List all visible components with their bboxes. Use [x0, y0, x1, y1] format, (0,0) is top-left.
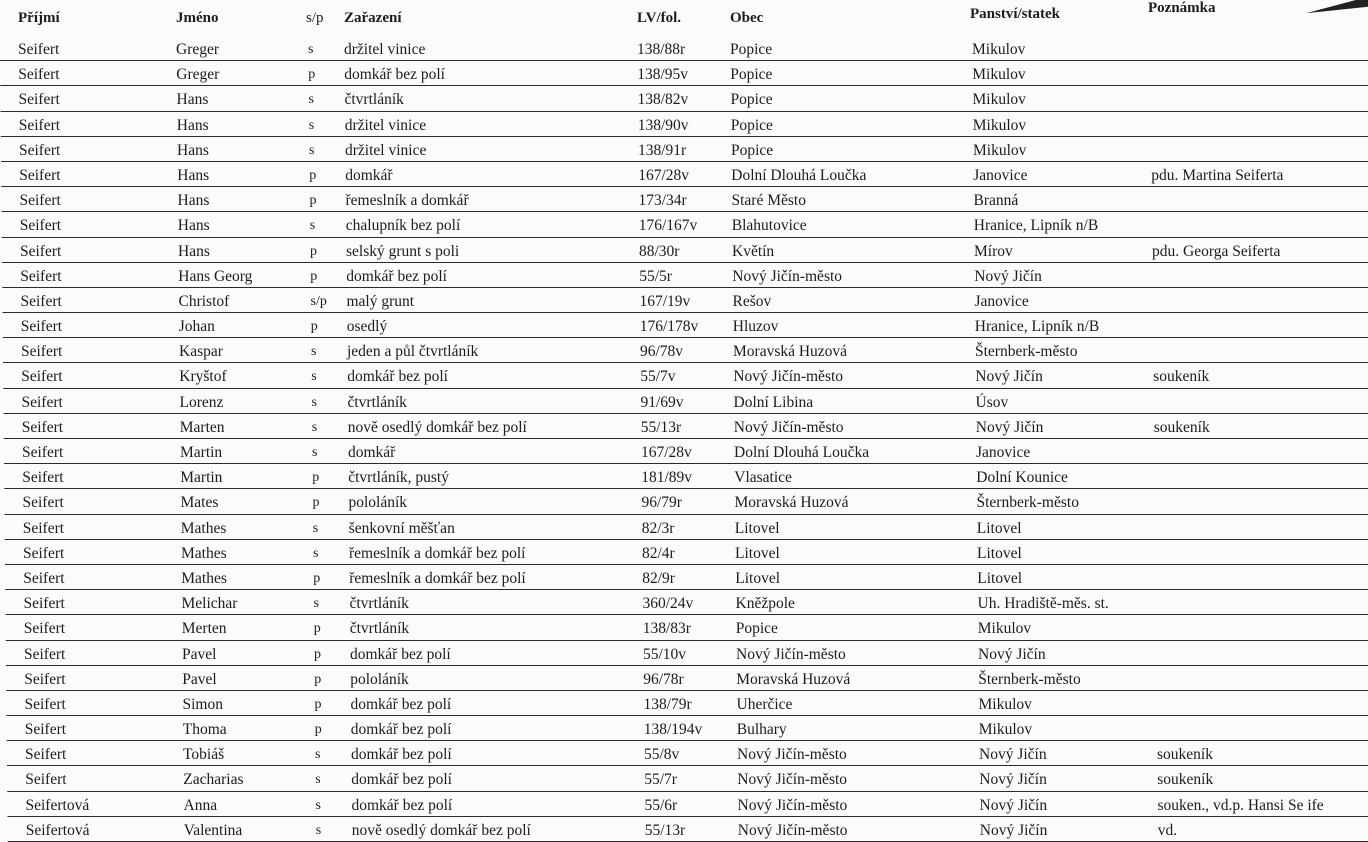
table-row [8, 792, 1368, 817]
cell-lv: 138/79r [644, 696, 692, 714]
cell-poznamka: soukeník [1154, 419, 1210, 437]
cell-jmeno: Martin [180, 444, 222, 462]
cell-zarazeni: selský grunt s poli [346, 243, 459, 261]
cell-panstvi: Mikulov [979, 696, 1032, 714]
cell-zarazeni: domkář [345, 167, 392, 185]
cell-obec: Dolní Libina [734, 394, 814, 412]
cell-lv: 176/178v [640, 318, 699, 336]
cell-zarazeni: chalupník bez polí [346, 217, 461, 235]
cell-prijmi: Seifert [25, 771, 66, 789]
cell-obec: Rešov [733, 293, 772, 311]
cell-lv: 173/34r [639, 192, 687, 210]
cell-prijmi: Seifert [24, 595, 65, 613]
cell-jmeno: Hans [178, 192, 210, 210]
cell-prijmi: Seifert [20, 268, 61, 286]
page-corner-mark [1306, 0, 1368, 13]
cell-sp: p [311, 319, 318, 335]
cell-prijmi: Seifert [23, 520, 64, 538]
cell-lv: 96/78r [643, 671, 683, 689]
table-row [1, 86, 1368, 111]
cell-prijmi: Seifert [21, 343, 62, 361]
cell-jmeno: Tobiáš [183, 746, 224, 764]
cell-zarazeni: domkář [348, 444, 395, 462]
cell-lv: 82/4r [642, 545, 675, 563]
cell-panstvi: Nový Jičín [975, 368, 1043, 386]
cell-panstvi: Nový Jičín [979, 746, 1047, 764]
cell-lv: 138/91r [638, 142, 686, 160]
cell-lv: 138/83r [643, 620, 691, 638]
cell-panstvi: Úsov [976, 394, 1009, 412]
cell-zarazeni: malý grunt [347, 293, 415, 311]
table-row [5, 515, 1368, 540]
cell-zarazeni: čtvrtláník, pustý [348, 469, 449, 487]
cell-sp: p [313, 571, 320, 587]
cell-prijmi: Seifert [25, 696, 66, 714]
cell-sp: s [313, 521, 318, 537]
cell-lv: 55/5r [639, 268, 672, 286]
cell-obec: Popice [730, 66, 772, 84]
cell-zarazeni: čtvrtláník [350, 620, 409, 638]
table-header [0, 0, 1368, 36]
cell-sp: p [314, 621, 321, 637]
cell-prijmi: Seifert [23, 570, 64, 588]
cell-sp: s [312, 445, 317, 461]
cell-obec: Bulhary [737, 721, 787, 739]
cell-lv: 82/3r [642, 520, 675, 538]
table-row [5, 489, 1368, 514]
cell-prijmi: Seifert [21, 293, 62, 311]
cell-sp: p [313, 495, 320, 511]
cell-obec: Vlasatice [734, 469, 792, 487]
cell-panstvi: Litovel [977, 545, 1022, 563]
cell-jmeno: Johan [179, 318, 215, 336]
cell-jmeno: Mathes [181, 520, 227, 538]
cell-zarazeni: pololáník [350, 671, 409, 689]
cell-prijmi: Seifert [21, 318, 62, 336]
header-panstvi: Panství/statek [970, 6, 1060, 23]
table-row [2, 187, 1368, 212]
cell-sp: s/p [311, 294, 327, 310]
cell-obec: Popice [730, 41, 772, 59]
cell-panstvi: Nový Jičín [979, 771, 1047, 789]
cell-panstvi: Nový Jičín [980, 797, 1048, 815]
cell-zarazeni: šenkovní měšťan [349, 520, 455, 538]
cell-jmeno: Merten [182, 620, 227, 638]
cell-obec: Dolní Dlouhá Loučka [731, 167, 866, 185]
cell-obec: Moravská Huzová [733, 343, 847, 361]
table-row [1, 162, 1368, 187]
cell-obec: Hluzov [733, 318, 779, 336]
cell-prijmi: Seifert [19, 117, 60, 135]
cell-obec: Popice [731, 142, 773, 160]
cell-zarazeni: nově osedlý domkář bez polí [348, 419, 527, 437]
cell-jmeno: Christof [179, 293, 230, 311]
cell-sp: s [311, 369, 316, 385]
cell-lv: 55/7v [640, 368, 675, 386]
cell-sp: p [315, 722, 322, 738]
cell-prijmi: Seifert [25, 721, 66, 739]
cell-sp: s [315, 747, 320, 763]
cell-panstvi: Šternberk-město [978, 671, 1080, 689]
cell-zarazeni: domkář bez polí [351, 696, 452, 714]
cell-lv: 167/19v [640, 293, 691, 311]
cell-jmeno: Kaspar [179, 343, 223, 361]
cell-jmeno: Hans [177, 167, 209, 185]
cell-panstvi: Mikulov [973, 91, 1026, 109]
header-obec: Obec [730, 10, 763, 27]
cell-prijmi: Seifert [22, 469, 63, 487]
cell-obec: Popice [731, 117, 773, 135]
cell-zarazeni: čtvrtláník [348, 394, 407, 412]
cell-jmeno: Mathes [181, 570, 227, 588]
cell-jmeno: Greger [176, 66, 219, 84]
cell-jmeno: Marten [180, 419, 225, 437]
cell-panstvi: Mikulov [979, 721, 1032, 739]
cell-obec: Nový Jičín-město [738, 822, 848, 840]
cell-sp: s [316, 798, 321, 814]
cell-sp: s [312, 420, 317, 436]
cell-prijmi: Seifert [23, 494, 64, 512]
cell-panstvi: Mikulov [972, 66, 1025, 84]
cell-zarazeni: domkář bez polí [344, 66, 445, 84]
table-row [3, 288, 1368, 313]
cell-lv: 360/24v [643, 595, 694, 613]
cell-zarazeni: jeden a půl čtvrtláník [347, 343, 478, 361]
cell-sp: s [315, 772, 320, 788]
cell-jmeno: Mates [181, 494, 219, 512]
cell-zarazeni: držitel vinice [345, 117, 426, 135]
table-row [1, 137, 1368, 162]
cell-lv: 55/6r [645, 797, 678, 815]
cell-lv: 55/10v [643, 646, 686, 664]
header-sp: s/p [306, 10, 324, 27]
cell-prijmi: Seifert [22, 394, 63, 412]
cell-obec: Litovel [735, 520, 780, 538]
cell-obec: Nový Jičín-město [734, 419, 844, 437]
cell-sp: p [314, 647, 321, 663]
cell-sp: p [310, 269, 317, 285]
cell-panstvi: Šternberk-město [975, 343, 1077, 361]
cell-poznamka: souken., vd.p. Hansi Se ife [1158, 797, 1324, 815]
cell-panstvi: Branná [974, 192, 1019, 210]
cell-sp: s [316, 823, 321, 839]
cell-prijmi: Seifert [24, 620, 65, 638]
cell-sp: p [315, 697, 322, 713]
cell-lv: 176/167v [639, 217, 698, 235]
table-body [0, 36, 1368, 842]
cell-lv: 138/88r [637, 41, 685, 59]
cell-zarazeni: držitel vinice [345, 142, 426, 160]
cell-prijmi: Seifert [19, 91, 60, 109]
cell-sp: p [308, 67, 315, 83]
cell-prijmi: Seifert [24, 671, 65, 689]
cell-jmeno: Hans Georg [178, 268, 252, 286]
cell-prijmi: Seifert [21, 368, 62, 386]
cell-sp: s [310, 218, 315, 234]
table-row [6, 641, 1368, 666]
cell-obec: Nový Jičín-město [738, 797, 848, 815]
table-row [3, 338, 1368, 363]
cell-obec: Moravská Huzová [736, 671, 850, 689]
cell-obec: Nový Jičín-město [737, 746, 847, 764]
table-row [4, 389, 1368, 414]
cell-lv: 167/28v [638, 167, 689, 185]
header-zarazeni: Zařazení [344, 10, 402, 27]
table-row [5, 540, 1368, 565]
cell-jmeno: Thoma [183, 721, 227, 739]
table-row [2, 263, 1368, 288]
table-row [7, 716, 1368, 741]
cell-lv: 167/28v [641, 444, 692, 462]
cell-jmeno: Lorenz [180, 394, 224, 412]
cell-jmeno: Hans [177, 117, 209, 135]
cell-prijmi: Seifert [20, 192, 61, 210]
table-row [7, 691, 1368, 716]
cell-prijmi: Seifert [22, 444, 63, 462]
table-row [1, 112, 1368, 137]
cell-sp: p [312, 470, 319, 486]
cell-jmeno: Zacharias [183, 771, 243, 789]
cell-lv: 138/90v [638, 117, 689, 135]
cell-jmeno: Pavel [182, 671, 216, 689]
cell-sp: s [309, 118, 314, 134]
cell-panstvi: Nový Jičín [980, 822, 1048, 840]
cell-prijmi: Seifert [22, 419, 63, 437]
table-row [4, 439, 1368, 464]
table-row [6, 615, 1368, 640]
cell-prijmi: Seifert [19, 142, 60, 160]
cell-panstvi: Janovice [973, 167, 1027, 185]
table-row [2, 238, 1368, 263]
cell-obec: Blahutovice [732, 217, 807, 235]
cell-prijmi: Seifert [20, 243, 61, 261]
cell-poznamka: vd. [1158, 822, 1177, 840]
cell-lv: 55/13r [645, 822, 685, 840]
cell-jmeno: Hans [177, 91, 209, 109]
cell-zarazeni: řemeslník a domkář [346, 192, 469, 210]
cell-jmeno: Simon [183, 696, 223, 714]
cell-lv: 91/69v [641, 394, 684, 412]
cell-sp: p [309, 168, 316, 184]
cell-jmeno: Valentina [184, 822, 243, 840]
cell-prijmi: Seifert [18, 41, 59, 59]
cell-lv: 138/194v [644, 721, 703, 739]
table-row [0, 61, 1368, 86]
cell-jmeno: Greger [176, 41, 219, 59]
cell-poznamka: soukeník [1157, 746, 1213, 764]
header-jmeno: Jméno [176, 10, 219, 27]
cell-obec: Nový Jičín-město [736, 646, 846, 664]
cell-zarazeni: domkář bez polí [350, 646, 451, 664]
cell-zarazeni: čtvrtláník [345, 91, 404, 109]
cell-zarazeni: řemeslník a domkář bez polí [349, 570, 525, 588]
cell-zarazeni: osedlý [347, 318, 387, 336]
cell-lv: 88/30r [639, 243, 679, 261]
cell-obec: Litovel [735, 570, 780, 588]
cell-lv: 181/89v [641, 469, 692, 487]
cell-panstvi: Litovel [977, 520, 1022, 538]
cell-prijmi: Seifert [24, 646, 65, 664]
cell-lv: 96/78v [640, 343, 683, 361]
cell-jmeno: Anna [184, 797, 218, 815]
cell-poznamka: soukeník [1157, 771, 1213, 789]
cell-obec: Popice [731, 91, 773, 109]
cell-panstvi: Nový Jičín [974, 268, 1042, 286]
header-lv: LV/fol. [637, 10, 681, 27]
cell-jmeno: Melichar [182, 595, 238, 613]
cell-jmeno: Hans [178, 217, 210, 235]
cell-zarazeni: domkář bez polí [346, 268, 447, 286]
cell-panstvi: Mikulov [973, 117, 1026, 135]
cell-panstvi: Janovice [976, 444, 1030, 462]
cell-lv: 55/7r [644, 771, 677, 789]
table-row [0, 36, 1368, 61]
cell-panstvi: Nový Jičín [978, 646, 1046, 664]
cell-sp: s [313, 546, 318, 562]
table-row [3, 363, 1368, 388]
cell-prijmi: Seifert [20, 217, 61, 235]
table-row [6, 666, 1368, 691]
cell-prijmi: Seifert [23, 545, 64, 563]
cell-obec: Nový Jičín-město [732, 268, 842, 286]
cell-poznamka: soukeník [1153, 368, 1209, 386]
cell-sp: s [312, 395, 317, 411]
cell-panstvi: Hranice, Lipník n/B [974, 217, 1098, 235]
cell-jmeno: Pavel [182, 646, 216, 664]
cell-zarazeni: nově osedlý domkář bez polí [352, 822, 531, 840]
cell-prijmi: Seifertová [26, 797, 90, 815]
cell-zarazeni: pololáník [349, 494, 408, 512]
cell-obec: Staré Město [732, 192, 806, 210]
cell-jmeno: Kryštof [179, 368, 226, 386]
cell-obec: Popice [736, 620, 778, 638]
cell-jmeno: Hans [177, 142, 209, 160]
cell-obec: Uherčice [737, 696, 793, 714]
cell-sp: s [308, 42, 313, 58]
cell-obec: Nový Jičín-město [737, 771, 847, 789]
table-row [4, 414, 1368, 439]
table-row [3, 313, 1368, 338]
cell-sp: p [314, 672, 321, 688]
table-row [5, 565, 1368, 590]
table-row [6, 590, 1368, 615]
cell-zarazeni: držitel vinice [344, 41, 425, 59]
cell-sp: s [309, 143, 314, 159]
cell-zarazeni: domkář bez polí [347, 368, 448, 386]
cell-lv: 138/82v [638, 91, 689, 109]
cell-poznamka: pdu. Martina Seiferta [1151, 167, 1283, 185]
cell-prijmi: Seifert [18, 66, 59, 84]
cell-jmeno: Martin [180, 469, 222, 487]
cell-panstvi: Uh. Hradiště-měs. st. [978, 595, 1109, 613]
cell-zarazeni: řemeslník a domkář bez polí [349, 545, 525, 563]
table-row [4, 464, 1368, 489]
cell-zarazeni: domkář bez polí [352, 797, 453, 815]
cell-zarazeni: domkář bez polí [351, 721, 452, 739]
cell-panstvi: Šternberk-město [977, 494, 1079, 512]
cell-sp: p [310, 244, 317, 260]
table-row [8, 817, 1368, 842]
cell-panstvi: Mírov [974, 243, 1013, 261]
cell-jmeno: Mathes [181, 545, 227, 563]
cell-panstvi: Mikulov [972, 41, 1025, 59]
cell-sp: s [311, 344, 316, 360]
header-prijmi: Příjmí [18, 10, 60, 27]
cell-obec: Nový Jičín-město [733, 368, 843, 386]
cell-zarazeni: čtvrtláník [350, 595, 409, 613]
cell-panstvi: Litovel [977, 570, 1022, 588]
cell-panstvi: Mikulov [973, 142, 1026, 160]
cell-lv: 138/95v [637, 66, 688, 84]
cell-lv: 55/8v [644, 746, 679, 764]
cell-obec: Kněžpole [736, 595, 795, 613]
table-row [2, 212, 1368, 237]
cell-sp: s [309, 92, 314, 108]
cell-lv: 82/9r [642, 570, 675, 588]
cell-zarazeni: domkář bez polí [351, 771, 452, 789]
cell-lv: 55/13r [641, 419, 681, 437]
cell-obec: Moravská Huzová [735, 494, 849, 512]
cell-panstvi: Nový Jičín [976, 419, 1044, 437]
cell-sp: s [314, 596, 319, 612]
cell-panstvi: Dolní Kounice [976, 469, 1068, 487]
cell-panstvi: Janovice [975, 293, 1029, 311]
cell-panstvi: Hranice, Lipník n/B [975, 318, 1099, 336]
cell-panstvi: Mikulov [978, 620, 1031, 638]
table-row [7, 766, 1368, 791]
cell-obec: Dolní Dlouhá Loučka [734, 444, 869, 462]
cell-jmeno: Hans [178, 243, 210, 261]
cell-zarazeni: domkář bez polí [351, 746, 452, 764]
header-poznamka: Poznámka [1148, 0, 1216, 17]
cell-prijmi: Seifert [25, 746, 66, 764]
cell-poznamka: pdu. Georga Seiferta [1152, 243, 1280, 261]
cell-prijmi: Seifertová [26, 822, 90, 840]
cell-obec: Litovel [735, 545, 780, 563]
cell-sp: p [310, 193, 317, 209]
cell-prijmi: Seifert [19, 167, 60, 185]
cell-lv: 96/79r [642, 494, 682, 512]
cell-obec: Květín [732, 243, 774, 261]
table-row [7, 741, 1368, 766]
